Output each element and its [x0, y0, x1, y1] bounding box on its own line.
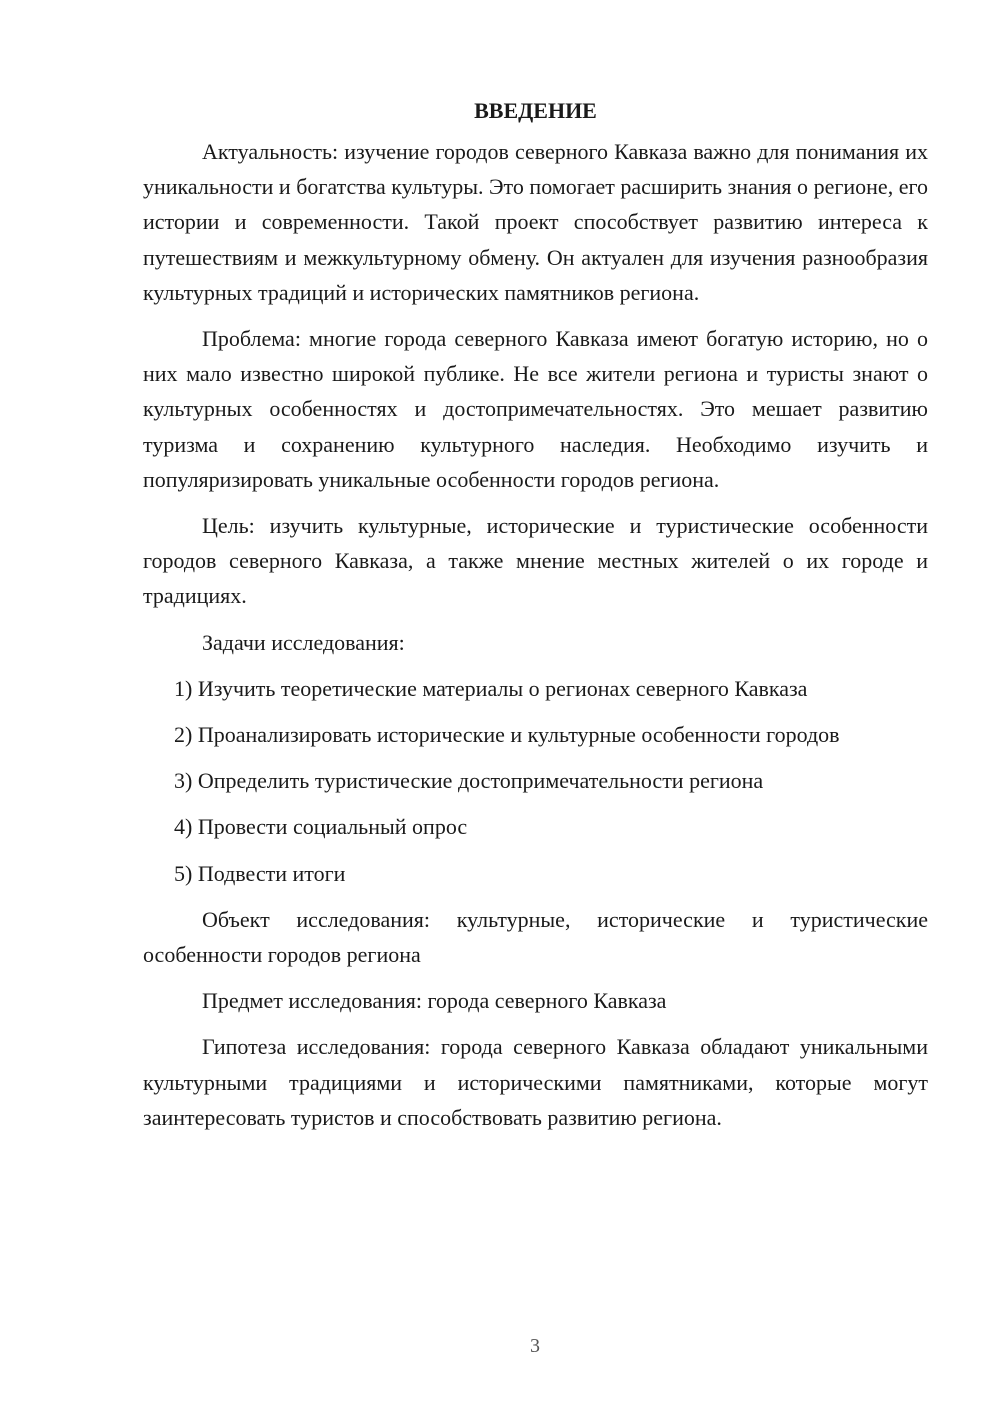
paragraph-problem: Проблема: многие города северного Кавказа имеют богатую историю, но о них мало известно широкой публике. Не все жители региона и туристы знают о культурных особенностях и достопримечательностях. Это мешает развитию туризма и сохранению культурного наследия. Необходимо изучить и популяризировать уникальные особенности городов региона.	[143, 326, 928, 492]
task-item-5: 5) Подвести итоги	[174, 860, 346, 886]
page-title: ВВЕДЕНИЕ	[474, 98, 597, 123]
page-content	[143, 93, 928, 1146]
paragraph-goal: Цель: изучить культурные, исторические и туристические особенности городов северного Кавказа, а также мнение местных жителей о их городе и традициях.	[143, 513, 928, 609]
task-item-2: 2) Проанализировать исторические и культурные особенности городов	[174, 722, 840, 748]
task-item-1: 1) Изучить теоретические материалы о регионах северного Кавказа	[174, 675, 808, 701]
paragraph-tasks-heading: Задачи исследования:	[202, 629, 405, 655]
paragraph-object: Объект исследования: культурные, исторические и туристические особенности городов региона	[143, 906, 928, 968]
paragraph-relevance: Актуальность: изучение городов северного Кавказа важно для понимания их уникальности и богатства культуры. Это помогает расширить знания о регионе, его истории и современности. Такой проект способствует развитию интереса к путешествиям и межкультурному обмену. Он актуален для изучения разнообразия культурных традиций и исторических памятников региона.	[143, 139, 928, 305]
page-number: 3	[530, 1335, 540, 1357]
task-item-3: 3) Определить туристические достопримечательности региона	[174, 768, 764, 794]
paragraph-subject: Предмет исследования: города северного Кавказа	[202, 988, 667, 1014]
task-item-4: 4) Провести социальный опрос	[174, 814, 468, 840]
paragraph-hypothesis: Гипотеза исследования: города северного Кавказа обладают уникальными культурными традициями и историческими памятниками, которые могут заинтересовать туристов и способствовать развитию региона.	[143, 1034, 928, 1130]
